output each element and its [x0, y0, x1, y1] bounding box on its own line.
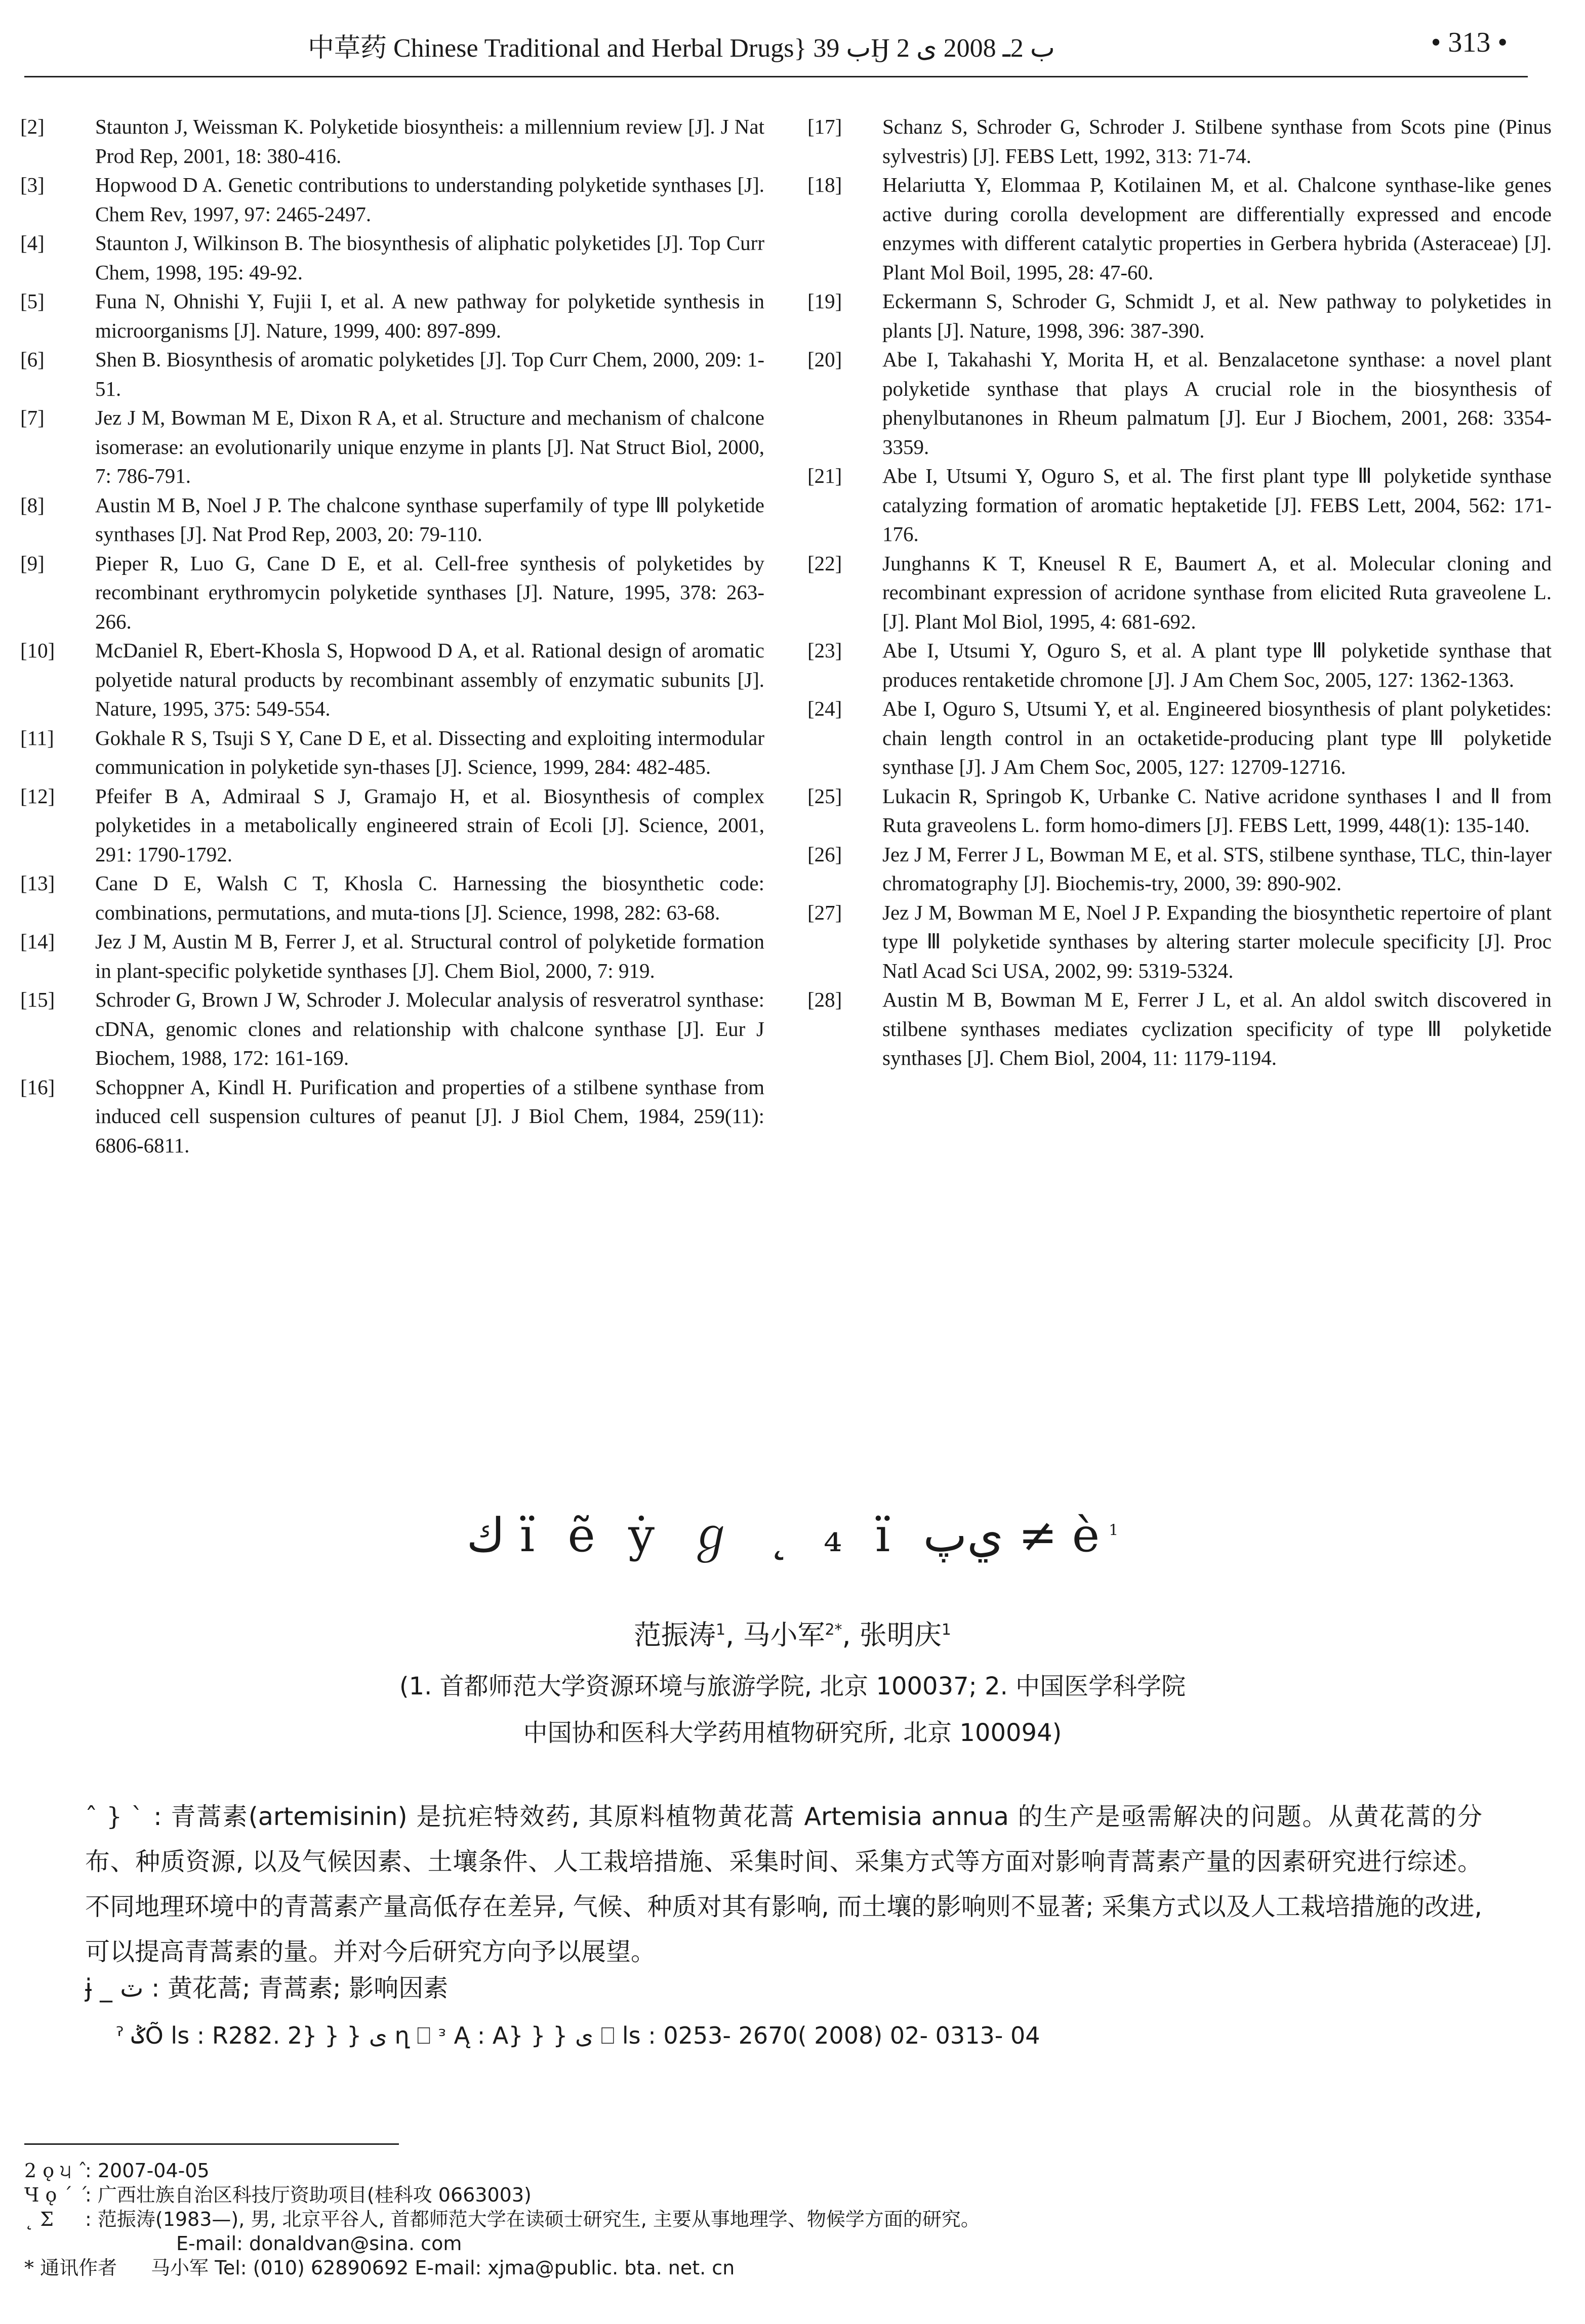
reference-item — [807, 694, 1552, 782]
reference-item — [807, 287, 1552, 345]
reference-text: Jez J M, Bowman M E, Noel J P. Expanding the biosynthetic repertoire of plant type Ⅲ polyketide synthases by altering starter molecule specificity [J]. Proc Natl Acad Sci USA, 2002, 99: 5319-5324. — [882, 900, 1552, 982]
reference-text: Pieper R, Luo G, Cane D E, et al. Cell-free synthesis of polyketides by recombinant erythromycin polyketide synthases [J]. Nature, 1995, 378: 263-266. — [95, 551, 764, 633]
footnote-corresponding — [24, 2256, 1492, 2280]
reference-number: [3] — [20, 173, 45, 196]
reference-text: Schoppner A, Kindl H. Purification and properties of a stilbene synthase from induced cell suspension cultures of peanut [J]. J Biol Chem, 1984, 259(11): 6806-6811. — [95, 1075, 764, 1157]
reference-item — [20, 112, 764, 171]
reference-number: [8] — [20, 493, 45, 517]
abstract-label: ˆ } ˋ — [85, 1802, 145, 1831]
reference-number: [19] — [807, 289, 842, 313]
reference-number: [2] — [20, 115, 45, 138]
reference-text: Schroder G, Brown J W, Schroder J. Molecular analysis of resveratrol synthase: cDNA, genomic clones and relationship with chalcone synthase [J]. Eur J Biochem, 1988, 172: 161-169. — [95, 988, 764, 1069]
reference-number: [24] — [807, 697, 842, 720]
affiliation-line-2: 中国协和医科大学药用植物研究所, 北京 100094) — [523, 1719, 1062, 1747]
reference-item — [807, 462, 1552, 549]
reference-item — [807, 898, 1552, 986]
reference-text: Abe I, Utsumi Y, Oguro S, et al. The first plant type Ⅲ polyketide synthase catalyzing formation of aromatic heptaketide [J]. FEBS Lett, 2004, 562: 171-176. — [882, 464, 1552, 546]
references-right-column — [807, 112, 1552, 1073]
footnote-author-email — [24, 2231, 1492, 2256]
reference-text: Abe I, Utsumi Y, Oguro S, et al. A plant type Ⅲ polyketide synthase that produces rentaketide chromone [J]. J Am Chem Soc, 2005, 127: 1362-1363. — [882, 639, 1552, 691]
abstract-text: : 青蒿素(artemisinin) 是抗疟特效药, 其原料植物黄花蒿 Artemisia annua 的生产是亟需解决的问题。从黄花蒿的分布、种质资源, 以及气候因素、土壤条件、人工栽培措施、采集时间、采集方式等方面对影响青蒿素产量的因素研究进行综述。不同地理环境中的青蒿素产量高低存在差异, 气候、种质对其有影响, 而土壤的影响则不显著; 采集方式以及人工栽培措施的改进, 可以提高青蒿素的量。并对今后研究方向予以展望。 — [85, 1802, 1483, 1966]
reference-text: Helariutta Y, Elommaa P, Kotilainen M, et al. Chalcone synthase-like genes active during corolla development are differentially expressed and encode enzymes with different catalytic properties in Gerbera hybrida (Asteraceae) [J]. Plant Mol Boil, 1995, 28: 47-60. — [882, 173, 1552, 284]
footnote-text: 马小军 Tel: (010) 62890692 E-mail: xjma@public. bta. net. cn — [151, 2257, 735, 2279]
author-mark: 1 — [941, 1621, 951, 1639]
reference-text: Eckermann S, Schroder G, Schmidt J, et al. New pathway to polyketides in plants [J]. Nature, 1998, 396: 387-390. — [882, 289, 1552, 342]
reference-number: [22] — [807, 551, 842, 575]
footnote-mark: * 通讯作者 — [24, 2257, 117, 2279]
footnote-mark: ˛ Σ — [24, 2208, 54, 2230]
reference-item — [20, 491, 764, 549]
reference-text: Staunton J, Wilkinson B. The biosynthesis of aliphatic polyketides [J]. Top Curr Chem, 1998, 195: 49-92. — [95, 231, 764, 284]
reference-number: [18] — [807, 173, 842, 196]
keywords-label: ɉ _ ٽ — [85, 1974, 144, 2003]
reference-number: [27] — [807, 900, 842, 924]
author-name: 马小军 — [743, 1619, 825, 1651]
author-name: 范振涛 — [634, 1619, 716, 1651]
reference-item — [20, 636, 764, 724]
reference-item — [807, 112, 1552, 171]
abstract — [85, 1794, 1482, 1974]
reference-text: Staunton J, Weissman K. Polyketide biosyntheis: a millennium review [J]. J Nat Prod Rep, 2001, 18: 380-416. — [95, 115, 764, 168]
reference-text: Junghanns K T, Kneusel R E, Baumert A, et al. Molecular cloning and recombinant expression of acridone synthase from elicited Ruta graveolene L. [J]. Plant Mol Biol, 1995, 4: 681-692. — [882, 551, 1552, 633]
reference-number: [25] — [807, 784, 842, 808]
keywords-text: : 黄花蒿; 青蒿素; 影响因素 — [151, 1974, 449, 2003]
references-left-column — [20, 112, 764, 1160]
reference-number: [23] — [807, 639, 842, 662]
reference-item — [20, 985, 764, 1073]
reference-number: [12] — [20, 784, 55, 808]
reference-number: [21] — [807, 464, 842, 487]
reference-item — [20, 782, 764, 869]
reference-text: Jez J M, Ferrer J L, Bowman M E, et al. STS, stilbene synthase, TLC, thin-layer chromatography [J]. Biochemis-try, 2000, 39: 890-902. — [882, 842, 1552, 895]
author-mark: 1 — [716, 1621, 726, 1639]
reference-item — [20, 403, 764, 491]
reference-text: Austin M B, Noel J P. The chalcone synthase superfamily of type Ⅲ polyketide synthases [J]. Nat Prod Rep, 2003, 20: 79-110. — [95, 493, 764, 546]
reference-number: [6] — [20, 348, 45, 371]
footnote-text: : 范振涛(1983—), 男, 北京平谷人, 首都师范大学在读硕士研究生, 主要从事地理学、物候学方面的研究。 — [85, 2208, 980, 2230]
reference-text: Abe I, Oguro S, Utsumi Y, et al. Engineered biosynthesis of plant polyketides: chain length control in an octaketide-producing plant type Ⅲ polyketide synthase [J]. J Am Chem Soc, 2005, 127: 12709-12716. — [882, 697, 1552, 778]
article-title — [0, 1498, 1585, 1565]
reference-number: [26] — [807, 842, 842, 866]
reference-number: [7] — [20, 406, 45, 429]
reference-text: Jez J M, Bowman M E, Dixon R A, et al. Structure and mechanism of chalcone isomerase: an evolutionarily unique enzyme in plants [J]. Nat Struct Biol, 2000, 7: 786-791. — [95, 406, 764, 487]
reference-item — [807, 549, 1552, 637]
footnote-mark: 2 ǫ ੫ ˆ — [24, 2160, 88, 2182]
reference-text: Hopwood D A. Genetic contributions to understanding polyketide synthases [J]. Chem Rev, 1997, 97: 2465-2497. — [95, 173, 764, 226]
reference-text: Jez J M, Austin M B, Ferrer J, et al. Structural control of polyketide formation in plant-specific polyketide synthases [J]. Chem Biol, 2000, 7: 919. — [95, 930, 764, 982]
reference-text: Schanz S, Schroder G, Schroder J. Stilbene synthase from Scots pine (Pinus sylvestris) [J]. FEBS Lett, 1992, 313: 71-74. — [882, 115, 1552, 168]
header-rule — [24, 76, 1528, 77]
journal-title: 中草药 Chinese Traditional and Herbal Drugs} ﺏ 39Ӈ ﺏ 2ـ 2008 ﯼ 2 — [308, 34, 1055, 63]
reference-text: Cane D E, Walsh C T, Khosla C. Harnessing the biosynthetic code: combinations, permutations, and muta-tions [J]. Science, 1998, 282: 63-68. — [95, 872, 764, 924]
title-footnote-mark: 1 — [1109, 1521, 1119, 1540]
affiliation-line-1: (1. 首都师范大学资源环境与旅游学院, 北京 100037; 2. 中国医学科学院 — [399, 1672, 1186, 1700]
classification-line: ˀ ݣÕ ls : R282. 2} } } ی ղ ⎕ ᵌ Ą : A} } } ی ⎕ ls : 0253- 2670( 2008) 02- 0313- 04 — [115, 2022, 1040, 2049]
reference-number: [28] — [807, 988, 842, 1011]
footnote-rule — [24, 2143, 399, 2145]
keywords — [85, 1969, 1482, 2004]
reference-number: [10] — [20, 639, 55, 662]
footnotes — [24, 2159, 1492, 2280]
running-header — [24, 26, 1528, 82]
reference-number: [20] — [807, 348, 842, 371]
reference-item — [20, 549, 764, 637]
reference-text: Shen B. Biosynthesis of aromatic polyketides [J]. Top Curr Chem, 2000, 209: 1-51. — [95, 348, 764, 400]
reference-text: Abe I, Takahashi Y, Morita H, et al. Benzalacetone synthase: a novel plant polyketide synthase that plays A crucial role in the biosynthesis of phenylbutanones in Rheum palmatum [J]. Eur J Biochem, 2001, 268: 3354-3359. — [882, 348, 1552, 459]
reference-number: [13] — [20, 872, 55, 895]
footnote-received — [24, 2159, 1492, 2183]
reference-number: [14] — [20, 930, 55, 953]
reference-text: Austin M B, Bowman M E, Ferrer J L, et al. An aldol switch discovered in stilbene synthases mediates cyclization specificity of type Ⅲ polyketide synthases [J]. Chem Biol, 2004, 11: 1179-1194. — [882, 988, 1552, 1069]
reference-item — [807, 636, 1552, 694]
reference-number: [9] — [20, 551, 45, 575]
reference-item — [20, 287, 764, 345]
reference-text: Funa N, Ohnishi Y, Fujii I, et al. A new pathway for polyketide synthesis in microorganisms [J]. Nature, 1999, 400: 897-899. — [95, 289, 764, 342]
footnote-funding — [24, 2183, 1492, 2207]
reference-text: Lukacin R, Springob K, Urbanke C. Native acridone synthases Ⅰ and Ⅱ from Ruta graveolens L. form homo-dimers [J]. FEBS Lett, 1999, 448(1): 135-140. — [882, 784, 1552, 837]
reference-item — [20, 927, 764, 985]
reference-number: [4] — [20, 231, 45, 255]
reference-item — [20, 345, 764, 403]
reference-number: [15] — [20, 988, 55, 1011]
reference-number: [5] — [20, 289, 45, 313]
reference-item — [20, 171, 764, 229]
reference-item — [807, 782, 1552, 840]
reference-item — [20, 724, 764, 782]
reference-item — [807, 985, 1552, 1073]
reference-item — [20, 869, 764, 927]
reference-number: [17] — [807, 115, 842, 138]
reference-text: Gokhale R S, Tsuji S Y, Cane D E, et al. Dissecting and exploiting intermodular communication in polyketide syn-thases [J]. Science, 1999, 284: 482-485. — [95, 726, 764, 778]
footnote-author-bio — [24, 2207, 1492, 2231]
reference-text: McDaniel R, Ebert-Khosla S, Hopwood D A, et al. Rational design of aromatic polyetide natural products by recombinant assembly of enzymatic subunits [J]. Nature, 1995, 375: 549-554. — [95, 639, 764, 720]
author-name: 张明庆 — [859, 1619, 942, 1651]
reference-number: [16] — [20, 1075, 55, 1099]
reference-number: [11] — [20, 726, 54, 750]
page-number: • 313 • — [1431, 27, 1508, 58]
footnote-text: : 2007-04-05 — [85, 2160, 210, 2182]
reference-text: Pfeifer B A, Admiraal S J, Gramajo H, et al. Biosynthesis of complex polyketides in a metabolically engineered strain of Ecoli [J]. Science, 2001, 291: 1790-1792. — [95, 784, 764, 866]
footnote-text: : 广西壮族自治区科技厅资助项目(桂科攻 0663003) — [85, 2184, 532, 2206]
reference-item — [20, 1073, 764, 1160]
reference-item — [807, 345, 1552, 462]
author-line: 范振涛$^1$, 马小军$^{2*}$, 张明庆$^1$ — [634, 1619, 951, 1651]
article-title-text: ك ï ẽ ẏ ℊ ˛ ₄ ï ﻱﭖ ≠ è — [466, 1508, 1109, 1562]
footnote-text: E-mail: donaldvan@sina. com — [176, 2232, 462, 2255]
footnote-mark: Ч ǫ ˊ ˊ — [24, 2184, 89, 2206]
reference-item — [20, 229, 764, 287]
author-mark: 2* — [825, 1621, 842, 1639]
reference-item — [807, 840, 1552, 898]
reference-item — [807, 171, 1552, 287]
